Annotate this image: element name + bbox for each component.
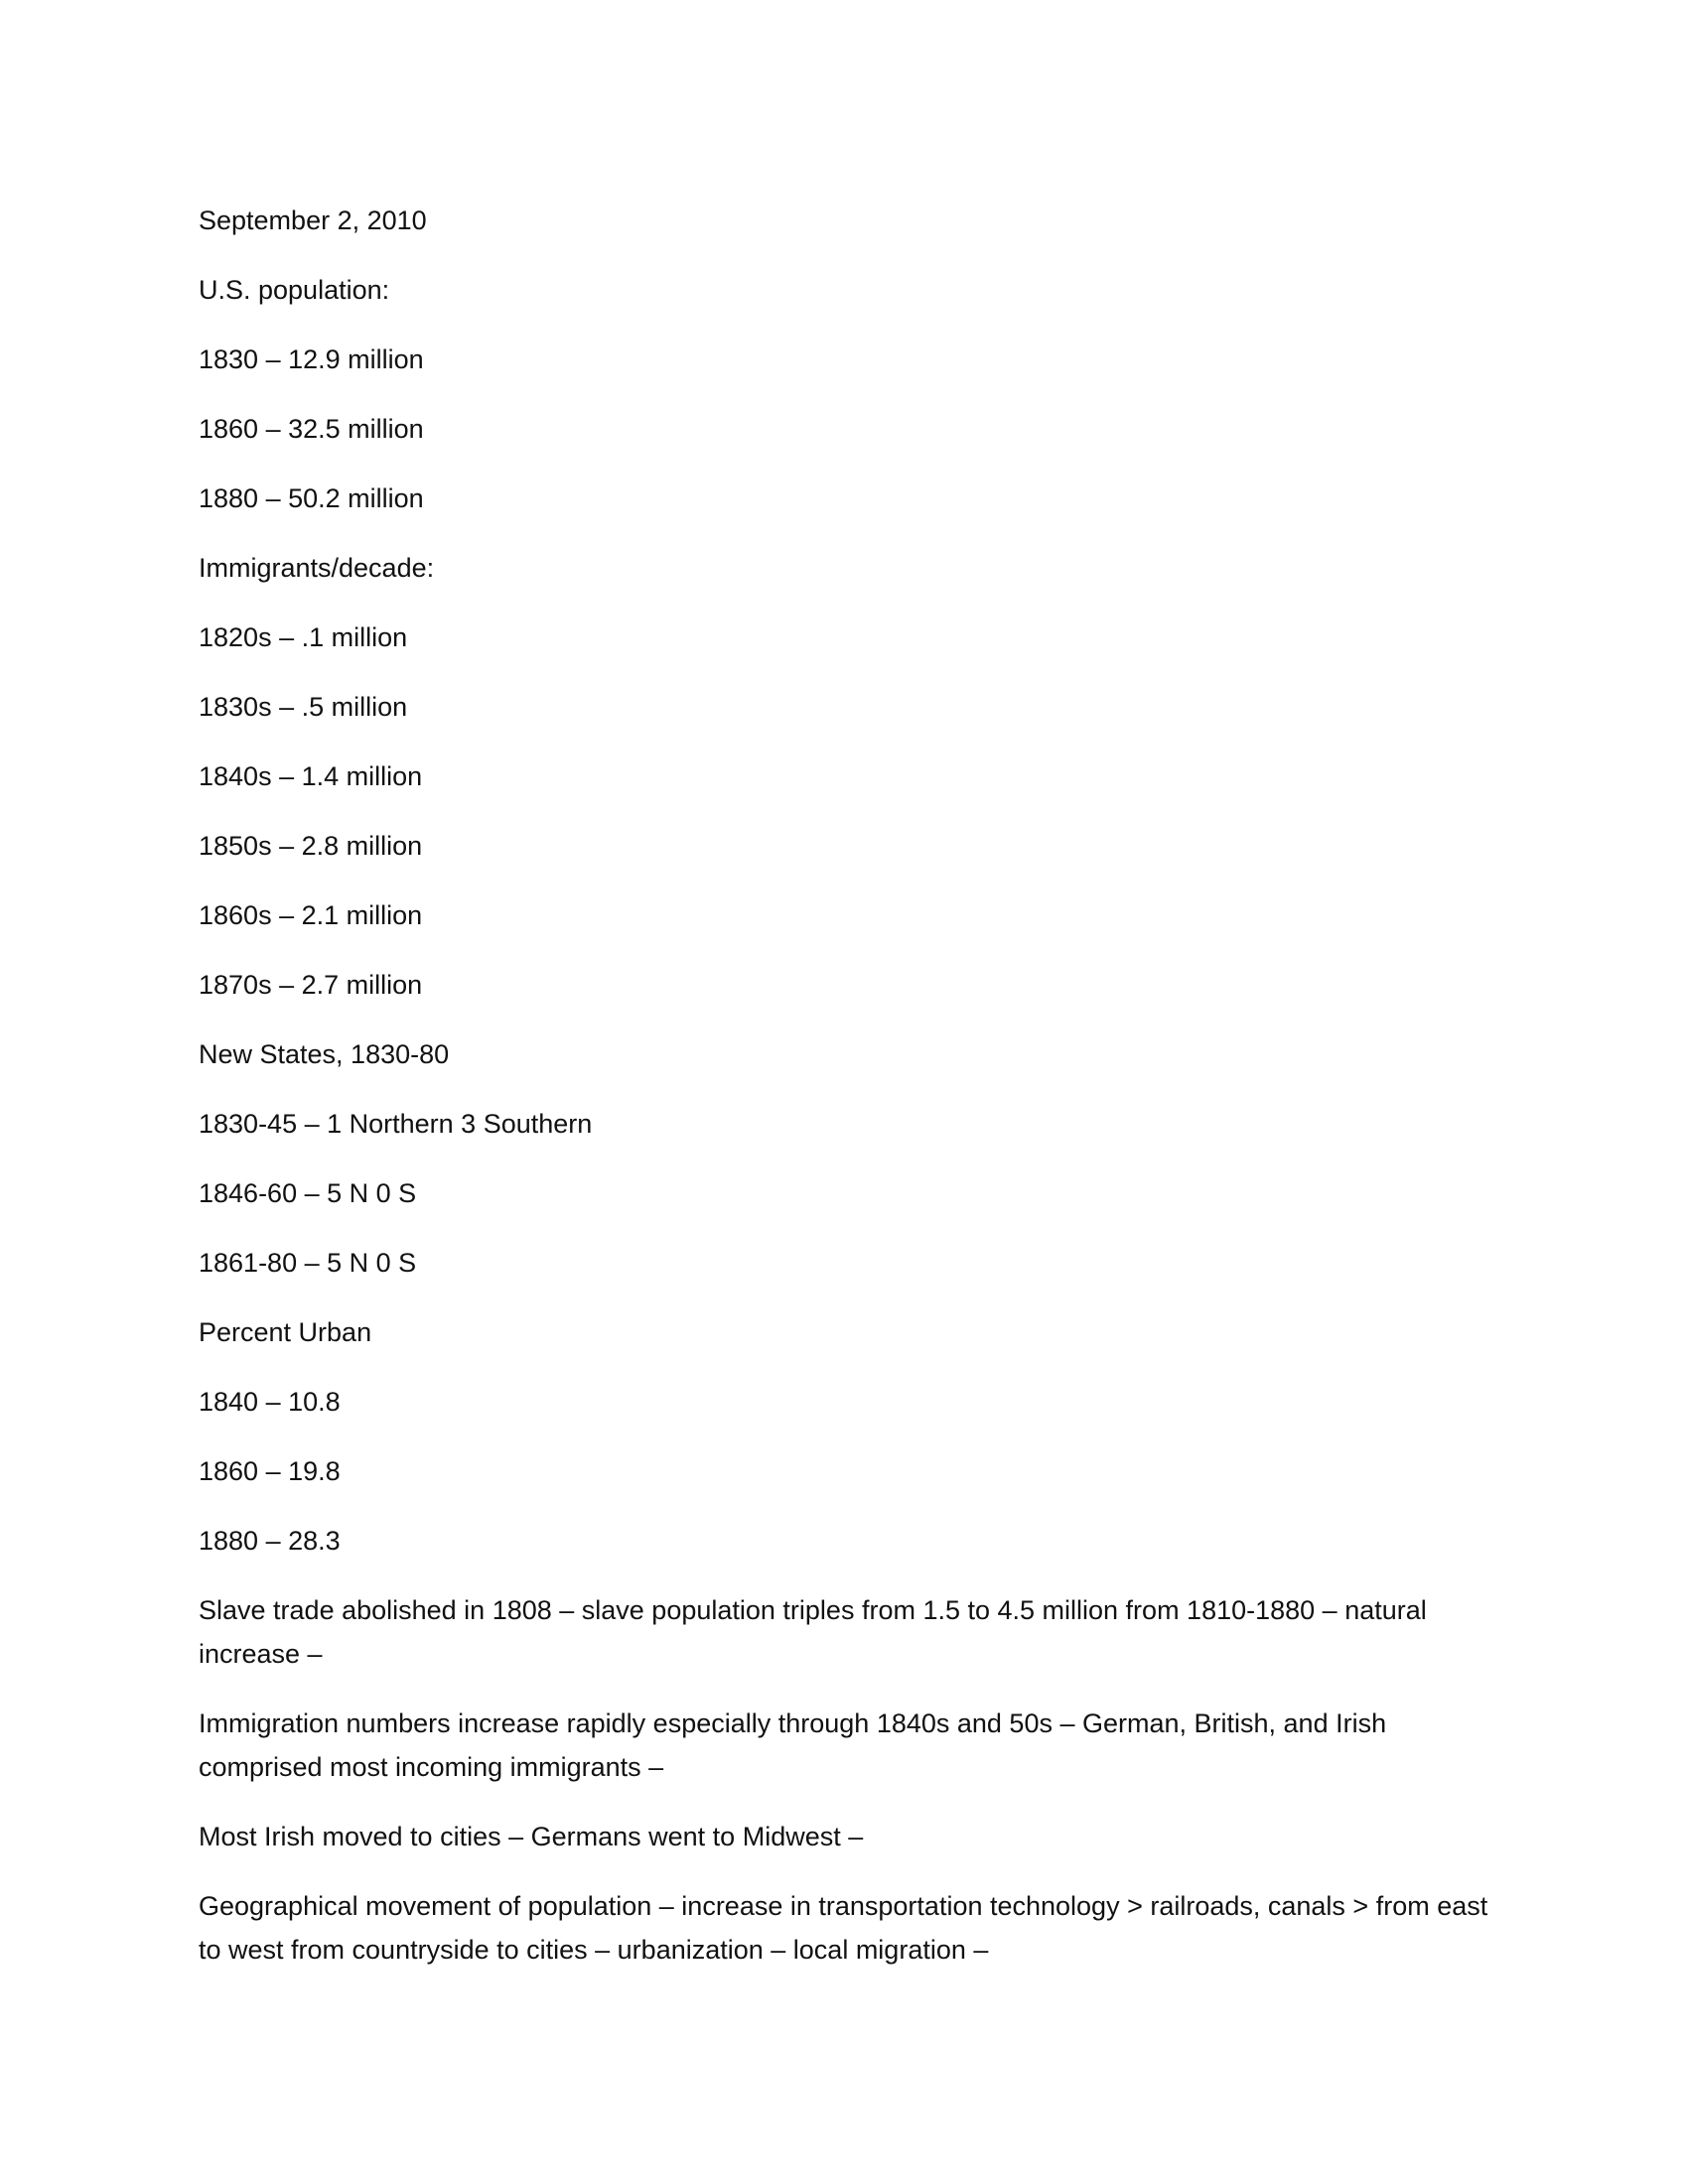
urban-item: 1880 – 28.3 — [199, 1526, 341, 1556]
immigrants-item: 1840s – 1.4 million — [199, 761, 423, 791]
population-item: 1880 – 50.2 million — [199, 483, 424, 513]
new-states-heading: New States, 1830-80 — [199, 1039, 450, 1069]
immigrants-item: 1850s – 2.8 million — [199, 831, 423, 861]
date-line: September 2, 2010 — [199, 205, 427, 235]
immigrants-item: 1820s – .1 million — [199, 622, 408, 652]
immigrants-item: 1870s – 2.7 million — [199, 970, 423, 1000]
population-heading: U.S. population: — [199, 275, 390, 305]
immigrants-heading: Immigrants/decade: — [199, 553, 435, 583]
immigrants-item: 1830s – .5 million — [199, 692, 408, 722]
population-item: 1860 – 32.5 million — [199, 414, 424, 444]
urban-item: 1860 – 19.8 — [199, 1456, 341, 1486]
new-states-item: 1846-60 – 5 N 0 S — [199, 1178, 417, 1208]
note-paragraph-immigration: Immigration numbers increase rapidly especially through 1840s and 50s – German, British, and Irish comprised most incoming immigrants – — [199, 1708, 1387, 1782]
note-paragraph-slave-trade: Slave trade abolished in 1808 – slave population triples from 1.5 to 4.5 million from 1810-1880 – natural increase – — [199, 1595, 1427, 1669]
note-paragraph-migration: Geographical movement of population – increase in transportation technology > railroads, canals > from east to west from countryside to cities – urbanization – local migration – — [199, 1891, 1488, 1965]
immigrants-item: 1860s – 2.1 million — [199, 900, 423, 930]
urban-item: 1840 – 10.8 — [199, 1387, 341, 1417]
new-states-item: 1830-45 – 1 Northern 3 Southern — [199, 1109, 593, 1139]
new-states-item: 1861-80 – 5 N 0 S — [199, 1248, 417, 1278]
urban-heading: Percent Urban — [199, 1317, 372, 1347]
note-paragraph-settlement: Most Irish moved to cities – Germans went to Midwest – — [199, 1822, 864, 1851]
document-page — [199, 199, 1489, 1997]
population-item: 1830 – 12.9 million — [199, 344, 424, 374]
